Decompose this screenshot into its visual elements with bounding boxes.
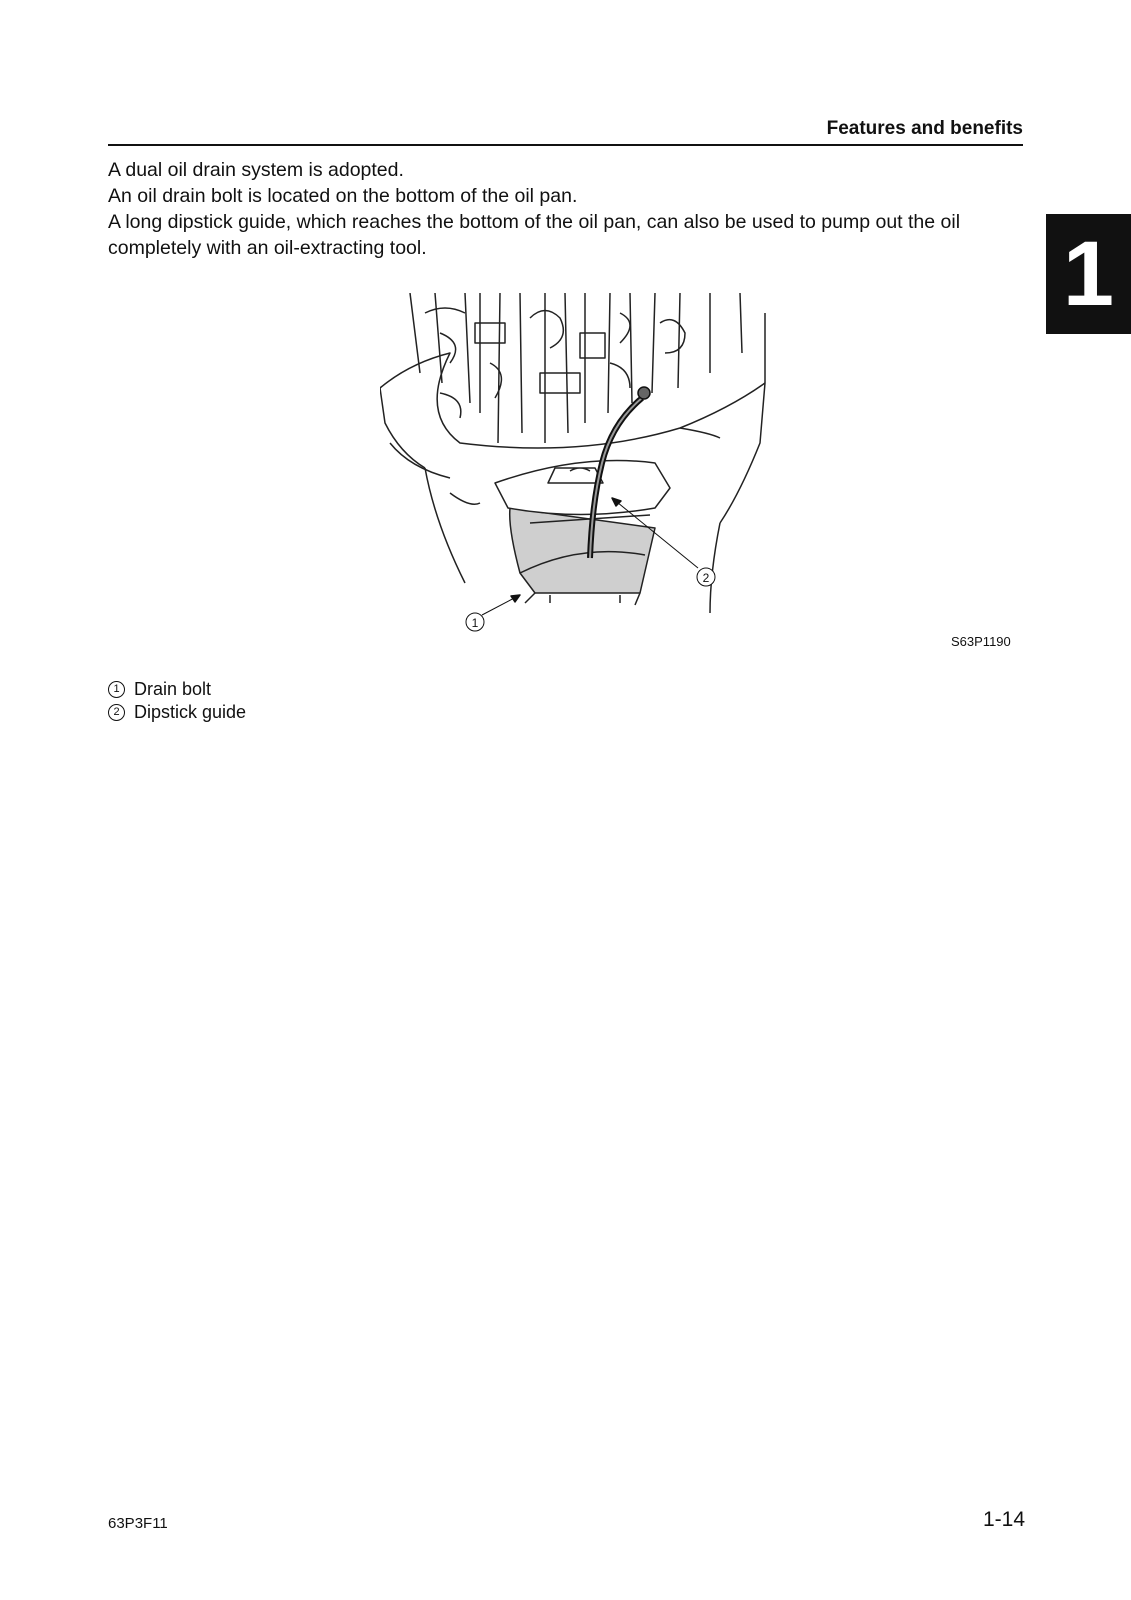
- section-title: Features and benefits: [826, 118, 1023, 139]
- legend-item: [108, 678, 246, 701]
- oil-pan-illustration: [380, 293, 1030, 658]
- legend: [108, 678, 246, 724]
- oil-pan-body: [510, 508, 655, 593]
- callout-2: [697, 568, 715, 586]
- body-text: [108, 157, 1028, 261]
- paragraph: A long dipstick guide, which reaches the bottom of the oil pan, can also be used to pump out the oil completely with an oil-extracting tool.: [108, 211, 961, 259]
- callout-2-label: 2: [702, 571, 710, 585]
- page-number: 1-14: [982, 1508, 1025, 1531]
- legend-number: 2: [108, 704, 125, 721]
- header-divider: [108, 144, 1023, 146]
- legend-label: Dipstick guide: [134, 702, 247, 722]
- callout-1: [466, 613, 484, 631]
- callout-1-label: 1: [471, 616, 479, 630]
- legend-item: [108, 701, 246, 724]
- legend-number: 1: [108, 681, 125, 698]
- figure-code: S63P1190: [951, 634, 1011, 649]
- chapter-tab: 1: [1046, 214, 1131, 334]
- paragraph: A dual oil drain system is adopted.: [108, 159, 404, 181]
- legend-label: Drain bolt: [134, 679, 212, 699]
- paragraph: An oil drain bolt is located on the bottom of the oil pan.: [108, 185, 578, 207]
- document-code: 63P3F11: [108, 1515, 168, 1532]
